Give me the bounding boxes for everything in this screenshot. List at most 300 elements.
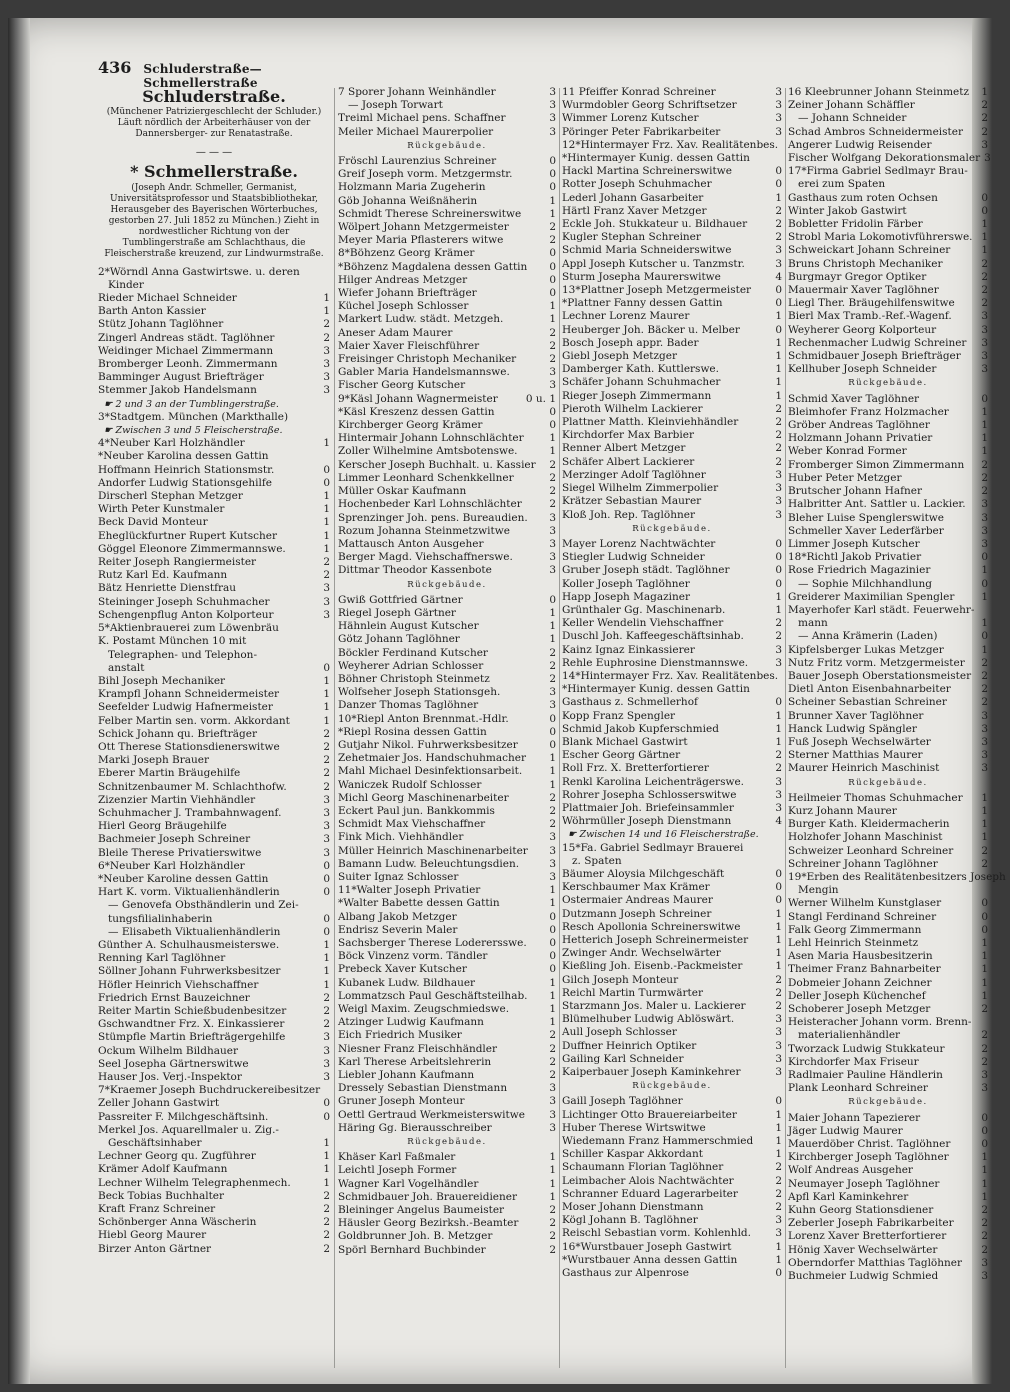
resident-entry [562, 218, 782, 231]
floor-number: 3 [981, 722, 988, 735]
resident-name: Bihl Joseph Mechaniker [98, 674, 226, 687]
floor-number: 2 [981, 458, 988, 471]
resident-name: Hintermair Johann Lohnschlächter [338, 432, 524, 445]
resident-name: Dobmeier Johann Zeichner [788, 976, 932, 989]
floor-number: 3 [775, 495, 782, 508]
resident-name: Renner Albert Metzger [562, 442, 686, 455]
resident-name: *Hintermayer Kunig. dessen Gattin [562, 152, 750, 165]
resident-entry [338, 1164, 556, 1177]
resident-entry [338, 1244, 556, 1257]
resident-entry [338, 221, 556, 234]
floor-number: 3 [549, 686, 556, 699]
floor-number: 3 [775, 643, 782, 656]
resident-name: Reichl Martin Turmwärter [562, 986, 703, 999]
resident-name: Endrisz Severin Maler [338, 923, 458, 936]
resident-name: Oberndorfer Matthias Taglöhner [788, 1256, 963, 1269]
floor-number [326, 899, 330, 912]
resident-name: Gailing Karl Schneider [562, 1052, 684, 1065]
resident-name: Weidinger Michael Zimmermann [98, 344, 274, 357]
resident-name: Schreiner Johann Taglöhner [788, 857, 938, 870]
resident-name: Koller Joseph Taglöhner [562, 577, 690, 590]
resident-entry [338, 1151, 556, 1164]
resident-name: 19*Erben des Realitätenbesitzers Joseph [788, 870, 1006, 883]
page-binding [8, 18, 30, 1384]
floor-number: 1 [775, 191, 782, 204]
resident-entry [338, 1204, 556, 1217]
resident-entry [98, 318, 330, 331]
resident-entry [562, 789, 782, 802]
resident-entry [562, 152, 782, 165]
resident-entry [98, 1018, 330, 1031]
floor-number: 0 [981, 630, 988, 643]
resident-name: Eckert Paul jun. Bankkommis [338, 804, 495, 817]
resident-entry [338, 726, 556, 739]
floor-number: 1 [775, 603, 782, 616]
resident-entry [98, 450, 330, 463]
resident-entry [562, 1053, 782, 1066]
resident-entry [788, 512, 988, 525]
floor-number: 2 [981, 683, 988, 696]
entry-list [98, 266, 330, 1256]
resident-entry [562, 1066, 782, 1079]
resident-entry [98, 1216, 330, 1229]
resident-name: Rieger Joseph Zimmermann [562, 389, 712, 402]
resident-entry [562, 509, 782, 522]
floor-number: 2 [549, 1204, 556, 1217]
resident-name: Siegel Wilhelm Zimmerpolier [562, 482, 719, 495]
resident-name: Rotter Joseph Schuhmacher [562, 178, 712, 191]
resident-entry [98, 384, 330, 397]
resident-entry [98, 1071, 330, 1084]
resident-name: Gruber Joseph städt. Taglöhner [562, 564, 730, 577]
resident-name: Hanck Ludwig Spängler [788, 722, 917, 735]
resident-entry [788, 818, 988, 831]
resident-entry [98, 516, 330, 529]
resident-name: Sturm Josepha Maurerswitwe [562, 270, 721, 283]
resident-name: Lorenz Xaver Bretterfortierer [788, 1230, 947, 1243]
resident-name: Kipfelsberger Lukas Metzger [788, 643, 944, 656]
floor-number: 0 [981, 1111, 988, 1124]
resident-entry [562, 205, 782, 218]
resident-entry [788, 419, 988, 432]
floor-number: 2 [775, 630, 782, 643]
resident-entry [562, 1148, 782, 1161]
floor-number: 2 [323, 1229, 330, 1242]
resident-entry [98, 952, 330, 965]
floor-number: 2 [775, 617, 782, 630]
floor-number: 1 [775, 1135, 782, 1148]
resident-name: Lechner Lorenz Maurer [562, 310, 690, 323]
resident-name: Maurer Heinrich Maschinist [788, 762, 940, 775]
cross-street-note: ☛ 2 und 3 an der Tumblingerstraße. [104, 398, 279, 410]
resident-entry [338, 686, 556, 699]
floor-number: 1 [981, 1190, 988, 1203]
resident-entry [788, 937, 988, 950]
floor-number: 3 [549, 1108, 556, 1121]
floor-number: 3 [775, 1066, 782, 1079]
resident-name: Bachmeier Joseph Schreiner [98, 833, 251, 846]
floor-number: 1 [981, 1177, 988, 1190]
resident-name: Wöhrmüller Joseph Dienstmann [562, 815, 732, 828]
resident-entry [98, 754, 330, 767]
resident-entry [788, 1244, 988, 1257]
resident-name: Wolf Andreas Ausgeher [788, 1164, 913, 1177]
resident-name: Fink Mich. Viehhändler [338, 831, 464, 844]
resident-entry [338, 884, 556, 897]
resident-name: Asen Maria Hausbesitzerin [788, 950, 933, 963]
resident-entry [562, 165, 782, 178]
floor-number: 2 [981, 297, 988, 310]
resident-entry [562, 749, 782, 762]
resident-entry [788, 297, 988, 310]
resident-name: Rieder Michael Schneider [98, 292, 237, 305]
resident-entry [338, 432, 556, 445]
floor-number: 0 [549, 923, 556, 936]
resident-entry [338, 419, 556, 432]
resident-entry [788, 99, 988, 112]
resident-entry [788, 139, 988, 152]
resident-name: Marki Joseph Brauer [98, 754, 210, 767]
floor-number: 2 [775, 402, 782, 415]
floor-number: 0 [549, 937, 556, 949]
floor-number: 0 [775, 323, 782, 336]
resident-name: Resch Apollonia Schreinerswitwe [562, 920, 741, 933]
floor-number: 1 [323, 529, 330, 542]
resident-entry [98, 1124, 330, 1137]
floor-number: 3 [549, 379, 556, 392]
resident-entry [338, 620, 556, 633]
resident-entry [338, 512, 556, 525]
floor-number: 1 [323, 965, 330, 978]
resident-name: anstalt [108, 661, 145, 674]
resident-entry [788, 1164, 988, 1177]
resident-name: Grünthaler Gg. Maschinenarb. [562, 603, 726, 616]
resident-entry [788, 165, 988, 178]
resident-entry [338, 498, 556, 511]
resident-entry [562, 495, 782, 508]
floor-number: 1 [549, 765, 556, 778]
resident-name: Kuhn Georg Stationsdiener [788, 1204, 934, 1217]
resident-name: Treiml Michael pens. Schaffner [338, 112, 506, 125]
resident-entry [562, 617, 782, 630]
floor-number: 3 [981, 749, 988, 762]
page-number: 436 [98, 58, 132, 77]
entry-list [338, 86, 556, 1257]
resident-name: Khäser Karl Faßmaler [338, 1151, 456, 1164]
resident-entry [788, 1125, 988, 1138]
resident-name: mann [798, 617, 828, 630]
resident-name: Aull Joseph Schlosser [562, 1026, 677, 1039]
resident-entry [562, 723, 782, 736]
resident-name: Kurz Johann Maurer [788, 804, 897, 817]
floor-number: 2 [981, 1042, 988, 1055]
floor-number: 1 [775, 376, 782, 389]
resident-entry [98, 279, 330, 292]
resident-name: Bamminger August Briefträger [98, 371, 264, 384]
resident-entry [788, 244, 988, 257]
resident-name: Reiter Martin Schießbudenbesitzer [98, 1004, 287, 1017]
resident-entry [338, 366, 556, 379]
resident-name: *Plattner Fanny dessen Gattin [562, 297, 723, 310]
resident-name: Weyherer Adrian Schlosser [338, 659, 484, 672]
floor-number: 1 [549, 1016, 556, 1029]
floor-number: 2 [775, 218, 782, 231]
resident-name: Müller Heinrich Maschinenarbeiter [338, 844, 528, 857]
resident-entry [788, 870, 1006, 884]
floor-number: 1 [549, 194, 556, 207]
floor-number: 1 [549, 897, 556, 910]
resident-name: Schoberer Joseph Metzger [788, 1003, 931, 1016]
resident-name: Hoffmann Heinrich Stationsmstr. [98, 463, 275, 476]
floor-number: 2 [981, 656, 988, 669]
resident-entry [562, 683, 782, 696]
resident-name: Birzer Anton Gärtner [98, 1242, 212, 1255]
resident-entry [98, 1177, 330, 1190]
resident-name: *Riepl Rosina dessen Gattin [338, 725, 487, 738]
resident-name: Stangl Ferdinand Schreiner [788, 910, 937, 923]
resident-name: Bleininger Angelus Baumeister [338, 1204, 505, 1217]
floor-number: 2 [549, 221, 556, 234]
resident-name: 17*Firma Gabriel Sedlmayr Brau- [788, 165, 968, 178]
resident-entry [788, 1112, 988, 1125]
resident-entry [562, 776, 782, 789]
floor-number: 4 [775, 815, 782, 828]
resident-name: Meyer Maria Pflasterers witwe [338, 234, 504, 247]
floor-number: 1 [981, 419, 988, 432]
resident-name: — Joseph Torwart [348, 99, 443, 112]
floor-number: 0 [981, 910, 988, 923]
section-divider: — — — [195, 147, 233, 159]
resident-entry [98, 622, 330, 635]
resident-entry [562, 350, 782, 363]
floor-number: 3 [775, 112, 782, 125]
resident-name: Schmeller Xaver Lederfärber [788, 524, 944, 537]
running-head: Schluderstraße—Schmellerstraße [143, 62, 262, 90]
resident-name: Kirchberger Joseph Taglöhner [788, 1151, 949, 1164]
resident-entry [98, 358, 330, 371]
resident-name: Jäger Ludwig Maurer [788, 1124, 903, 1137]
floor-number: 0 [323, 912, 330, 925]
floor-number: 1 [981, 791, 988, 804]
floor-number: 2 [775, 749, 782, 762]
floor-number: 3 [549, 537, 556, 550]
floor-number: 3 [981, 336, 988, 349]
resident-entry [562, 762, 782, 775]
resident-entry [562, 363, 782, 376]
floor-number: 1 [775, 709, 782, 722]
resident-name: Bäumer Aloysia Milchgeschäft [562, 867, 725, 880]
resident-entry [338, 155, 556, 168]
resident-entry [788, 990, 988, 1003]
resident-entry [338, 660, 556, 673]
floor-number [778, 683, 782, 696]
floor-number: 1 [549, 1164, 556, 1177]
resident-entry [338, 1217, 556, 1230]
resident-entry [562, 538, 782, 551]
resident-entry [562, 231, 782, 244]
resident-entry [562, 1227, 782, 1240]
resident-name: Keller Wendelin Viehschaffner [562, 617, 724, 630]
resident-name: Böckler Ferdinand Kutscher [338, 646, 488, 659]
resident-name: Hähnlein August Kutscher [338, 620, 479, 633]
resident-name: Passreiter F. Milchgeschäftsinh. [98, 1110, 269, 1123]
resident-entry [338, 1069, 556, 1082]
floor-number: 3 [984, 152, 991, 165]
resident-entry [98, 1031, 330, 1044]
floor-number: 2 [323, 556, 330, 569]
floor-number: 2 [549, 659, 556, 672]
resident-name: Steininger Joseph Schuhmacher [98, 595, 270, 608]
resident-entry [788, 178, 988, 191]
subsection-heading: Rückgebäude. [848, 378, 928, 389]
subsection-heading: Rückgebäude. [632, 523, 712, 534]
resident-entry [338, 340, 556, 353]
resident-entry [338, 247, 556, 260]
resident-name: Höfler Heinrich Viehschaffner [98, 978, 259, 991]
resident-entry [562, 868, 782, 881]
resident-entry [562, 390, 782, 403]
resident-name: Angerer Ludwig Reisender [788, 138, 932, 151]
resident-name: Schäfer Albert Lackierer [562, 455, 695, 468]
floor-number: 0 [549, 593, 556, 606]
floor-number: 3 [775, 1026, 782, 1039]
resident-entry [788, 657, 988, 670]
floor-number: 2 [981, 844, 988, 857]
floor-number: 3 [981, 511, 988, 524]
cross-street-note: ☛ Zwischen 14 und 16 Fleischerstraße. [568, 829, 759, 841]
resident-name: Wiedemann Franz Hammerschmied [562, 1135, 754, 1148]
resident-entry [788, 805, 988, 818]
street-heading: Schluderstraße. [142, 87, 286, 106]
floor-number: 1 [981, 1164, 988, 1177]
resident-entry [338, 963, 556, 976]
floor-number [778, 152, 782, 165]
floor-number: 1 [981, 617, 988, 630]
floor-number: 2 [981, 1029, 988, 1042]
resident-name: Mengin [798, 884, 839, 897]
floor-number: 0 [775, 577, 782, 590]
subsection-heading: Rückgebäude. [848, 1097, 928, 1108]
floor-number: 0 [775, 165, 782, 178]
floor-number: 3 [775, 1227, 782, 1240]
resident-entry [788, 696, 988, 709]
resident-name: Wirth Peter Kunstmaler [98, 503, 225, 516]
floor-number: 3 [981, 537, 988, 550]
floor-number: 2 [775, 986, 782, 999]
floor-number: 1 [323, 503, 330, 516]
resident-name: Bätz Henriette Dienstfrau [98, 582, 237, 595]
floor-number: 3 [323, 358, 330, 371]
resident-entry [98, 781, 330, 794]
resident-entry [788, 963, 988, 976]
resident-name: Suiter Ignaz Schlosser [338, 870, 459, 883]
resident-entry [98, 332, 330, 345]
floor-number: 1 [323, 688, 330, 701]
floor-number [1006, 871, 1010, 884]
resident-entry [562, 178, 782, 191]
floor-number: 3 [549, 870, 556, 883]
resident-entry [98, 437, 330, 450]
floor-number: 0 [323, 886, 330, 899]
resident-entry [338, 379, 556, 392]
resident-entry [788, 551, 988, 564]
resident-entry [788, 630, 988, 643]
resident-name: Geschäftsinhaber [108, 1137, 202, 1150]
resident-entry [98, 728, 330, 741]
resident-name: Beck Tobias Buchhalter [98, 1189, 225, 1202]
floor-number: 1 [323, 952, 330, 965]
floor-number: 1 [323, 1137, 330, 1150]
resident-name: Prebeck Xaver Kutscher [338, 963, 467, 976]
floor-number: 2 [549, 1217, 556, 1230]
resident-name: Fröschl Laurenzius Schreiner [338, 155, 497, 168]
floor-number: 2 [981, 284, 988, 297]
floor-number: 2 [323, 1203, 330, 1216]
resident-entry [98, 1163, 330, 1176]
floor-number: 0 [775, 867, 782, 880]
resident-entry [98, 477, 330, 490]
resident-name: Kinder [108, 278, 144, 291]
floor-number: 2 [323, 569, 330, 582]
resident-name: Schiller Kaspar Akkordant [562, 1148, 703, 1161]
resident-entry [788, 112, 988, 125]
resident-name: Weyherer Georg Kolporteur [788, 323, 937, 336]
resident-entry [338, 1095, 556, 1108]
resident-entry [338, 406, 556, 419]
column-rule [559, 88, 560, 1368]
resident-entry [562, 297, 782, 310]
resident-name: Freisinger Christoph Mechaniker [338, 353, 517, 366]
resident-name: Hauser Jos. Verj.-Inspektor [98, 1071, 242, 1083]
resident-entry [338, 1122, 556, 1135]
resident-name: Dressely Sebastian Dienstmann [338, 1082, 508, 1095]
resident-entry [98, 569, 330, 582]
floor-number: 1 [981, 1151, 988, 1164]
resident-name: Rozum Johanna Steinmetzwitwe [338, 524, 510, 537]
resident-name: Berger Magd. Viehschaffnerswe. [338, 551, 513, 564]
floor-number: 0 [981, 191, 988, 204]
resident-name: Burgmayr Gregor Optiker [788, 270, 927, 283]
floor-number: 3 [323, 1071, 330, 1083]
resident-name: Wölpert Johann Metzgermeister [338, 221, 509, 234]
floor-number: 0 [775, 696, 782, 709]
resident-name: Pöringer Peter Fabrikarbeiter [562, 125, 721, 138]
resident-entry [98, 965, 330, 978]
resident-entry [788, 310, 988, 323]
floor-number: 1 [981, 445, 988, 458]
resident-entry [338, 112, 556, 125]
floor-number: 1 [323, 1163, 330, 1176]
floor-number [326, 635, 330, 648]
floor-number: 1 [981, 831, 988, 844]
resident-entry [338, 274, 556, 287]
resident-entry [562, 1026, 782, 1039]
resident-entry [788, 897, 988, 910]
floor-number: 1 [549, 778, 556, 791]
resident-name: 4*Neuber Karl Holzhändler [98, 437, 245, 450]
resident-name: Scheiner Sebastian Schreiner [788, 696, 947, 709]
floor-number: 2 [549, 672, 556, 685]
resident-entry [788, 749, 988, 762]
resident-entry [562, 86, 782, 99]
resident-name: Schmid Jakob Kupferschmied [562, 722, 719, 735]
floor-number: 3 [323, 608, 330, 621]
floor-number: 2 [775, 429, 782, 442]
resident-entry [338, 924, 556, 937]
floor-number: 1 [981, 231, 988, 244]
resident-name: Schweizer Leonhard Schreiner [788, 844, 954, 857]
resident-entry [788, 498, 988, 511]
